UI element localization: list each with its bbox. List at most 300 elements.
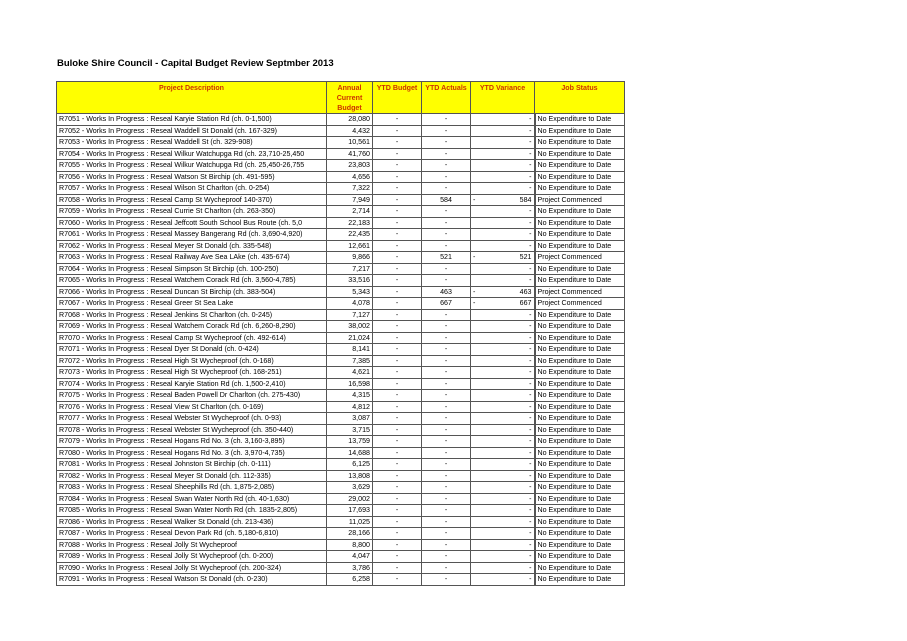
cell-annual-budget: 3,715	[327, 424, 373, 436]
variance-value: -	[529, 241, 532, 250]
cell-job-status: No Expenditure to Date	[535, 505, 625, 517]
cell-annual-budget: 12,661	[327, 240, 373, 252]
page-title: Buloke Shire Council - Capital Budget Review Septmber 2013	[57, 58, 334, 69]
cell-ytd-budget: -	[373, 332, 422, 344]
cell-ytd-variance	[471, 263, 535, 275]
cell-job-status: No Expenditure to Date	[535, 551, 625, 563]
cell-ytd-variance	[471, 148, 535, 160]
cell-job-status: No Expenditure to Date	[535, 367, 625, 379]
cell-ytd-actuals: -	[422, 516, 471, 528]
cell-ytd-variance	[471, 183, 535, 195]
cell-ytd-variance	[471, 482, 535, 494]
cell-ytd-actuals: -	[422, 424, 471, 436]
cell-ytd-budget: -	[373, 240, 422, 252]
cell-ytd-actuals: 584	[422, 194, 471, 206]
cell-job-status: No Expenditure to Date	[535, 275, 625, 287]
cell-ytd-actuals: -	[422, 447, 471, 459]
cell-ytd-variance	[471, 447, 535, 459]
cell-project-description: R7062 - Works In Progress : Reseal Meyer St Donald (ch. 335-548)	[57, 240, 327, 252]
table-row	[57, 125, 625, 137]
cell-annual-budget: 21,024	[327, 332, 373, 344]
cell-project-description: R7066 - Works In Progress : Reseal Duncan St Birchip (ch. 383-504)	[57, 286, 327, 298]
cell-job-status: No Expenditure to Date	[535, 183, 625, 195]
cell-job-status: No Expenditure to Date	[535, 401, 625, 413]
cell-ytd-budget: -	[373, 470, 422, 482]
cell-job-status: Project Commenced	[535, 252, 625, 264]
cell-ytd-variance	[471, 160, 535, 172]
cell-ytd-budget: -	[373, 390, 422, 402]
cell-project-description: R7072 - Works In Progress : Reseal High St Wycheproof (ch. 0-168)	[57, 355, 327, 367]
cell-ytd-actuals: 463	[422, 286, 471, 298]
cell-project-description: R7061 - Works In Progress : Reseal Massey Bangerang Rd (ch. 3,690-4,920)	[57, 229, 327, 241]
variance-value: -	[529, 368, 532, 376]
cell-annual-budget: 38,002	[327, 321, 373, 333]
cell-project-description: R7053 - Works In Progress : Reseal Waddell St (ch. 329-908)	[57, 137, 327, 149]
cell-ytd-actuals: -	[422, 528, 471, 540]
cell-job-status: No Expenditure to Date	[535, 447, 625, 459]
cell-job-status: No Expenditure to Date	[535, 470, 625, 482]
variance-value: -	[529, 310, 532, 319]
cell-ytd-variance	[471, 390, 535, 402]
cell-annual-budget: 4,621	[327, 367, 373, 379]
cell-job-status: No Expenditure to Date	[535, 263, 625, 275]
cell-ytd-actuals: -	[422, 355, 471, 367]
cell-project-description: R7070 - Works In Progress : Reseal Camp St Wycheproof (ch. 492-614)	[57, 332, 327, 344]
variance-value: -	[529, 161, 532, 169]
table-row	[57, 275, 625, 287]
variance-value: -	[529, 506, 532, 514]
variance-negative-sign: -	[473, 299, 476, 307]
variance-value: -	[529, 437, 532, 445]
cell-ytd-actuals: -	[422, 459, 471, 471]
variance-value: -	[529, 149, 532, 158]
cell-job-status: No Expenditure to Date	[535, 355, 625, 367]
cell-project-description: R7073 - Works In Progress : Reseal High St Wycheproof (ch. 168-251)	[57, 367, 327, 379]
variance-value: -	[529, 322, 532, 330]
cell-annual-budget: 4,432	[327, 125, 373, 137]
cell-annual-budget: 23,803	[327, 160, 373, 172]
cell-ytd-actuals: -	[422, 482, 471, 494]
table-row	[57, 436, 625, 448]
cell-ytd-actuals: -	[422, 505, 471, 517]
variance-value: -	[529, 517, 532, 526]
cell-project-description: R7091 - Works In Progress : Reseal Watson St Donald (ch. 0-230)	[57, 574, 327, 586]
cell-ytd-budget: -	[373, 114, 422, 126]
cell-ytd-budget: -	[373, 275, 422, 287]
cell-ytd-variance	[471, 355, 535, 367]
table-row	[57, 332, 625, 344]
cell-annual-budget: 13,808	[327, 470, 373, 482]
cell-annual-budget: 4,656	[327, 171, 373, 183]
variance-value: -	[529, 356, 532, 365]
cell-project-description: R7081 - Works In Progress : Reseal Johnston St Birchip (ch. 0-111)	[57, 459, 327, 471]
header-ytd-budget: YTD Budget	[373, 82, 422, 114]
cell-annual-budget: 4,315	[327, 390, 373, 402]
cell-project-description: R7059 - Works In Progress : Reseal Currie St Charlton (ch. 263-350)	[57, 206, 327, 218]
variance-value: -	[529, 460, 532, 468]
cell-job-status: No Expenditure to Date	[535, 528, 625, 540]
cell-ytd-variance	[471, 505, 535, 517]
cell-ytd-actuals: -	[422, 206, 471, 218]
variance-value: -	[529, 126, 532, 135]
table-row	[57, 114, 625, 126]
cell-project-description: R7056 - Works In Progress : Reseal Watson St Birchip (ch. 491-595)	[57, 171, 327, 183]
cell-ytd-budget: -	[373, 171, 422, 183]
cell-ytd-budget: -	[373, 413, 422, 425]
cell-job-status: No Expenditure to Date	[535, 160, 625, 172]
cell-project-description: R7057 - Works In Progress : Reseal Wilson St Charlton (ch. 0-254)	[57, 183, 327, 195]
cell-ytd-actuals: -	[422, 263, 471, 275]
variance-value: -	[529, 402, 532, 411]
cell-annual-budget: 33,516	[327, 275, 373, 287]
cell-ytd-variance	[471, 539, 535, 551]
cell-project-description: R7086 - Works In Progress : Reseal Walker St Donald (ch. 213-436)	[57, 516, 327, 528]
variance-value: -	[529, 276, 532, 284]
cell-ytd-variance	[471, 574, 535, 586]
cell-project-description: R7071 - Works In Progress : Reseal Dyer St Donald (ch. 0-424)	[57, 344, 327, 356]
table-row	[57, 160, 625, 172]
cell-ytd-budget: -	[373, 493, 422, 505]
variance-negative-sign: -	[473, 287, 476, 296]
cell-ytd-actuals: -	[422, 114, 471, 126]
variance-value: -	[529, 264, 532, 273]
cell-ytd-budget: -	[373, 298, 422, 310]
cell-ytd-actuals: -	[422, 275, 471, 287]
cell-ytd-budget: -	[373, 459, 422, 471]
cell-ytd-variance	[471, 217, 535, 229]
cell-job-status: No Expenditure to Date	[535, 562, 625, 574]
cell-project-description: R7064 - Works In Progress : Reseal Simpson St Birchip (ch. 100-250)	[57, 263, 327, 275]
variance-value: -	[529, 115, 532, 123]
cell-annual-budget: 7,949	[327, 194, 373, 206]
variance-value: -	[529, 207, 532, 215]
cell-ytd-budget: -	[373, 562, 422, 574]
cell-ytd-budget: -	[373, 229, 422, 241]
header-project-description: Project Description	[57, 82, 327, 114]
cell-annual-budget: 14,688	[327, 447, 373, 459]
table-row	[57, 148, 625, 160]
cell-ytd-budget: -	[373, 252, 422, 264]
variance-value: -	[529, 218, 532, 227]
cell-ytd-variance	[471, 528, 535, 540]
cell-job-status: Project Commenced	[535, 194, 625, 206]
cell-ytd-actuals: -	[422, 551, 471, 563]
cell-annual-budget: 10,561	[327, 137, 373, 149]
table-row	[57, 355, 625, 367]
variance-value: -	[529, 172, 532, 181]
cell-ytd-budget: -	[373, 125, 422, 137]
cell-project-description: R7087 - Works In Progress : Reseal Devon Park Rd (ch. 5,180-6,810)	[57, 528, 327, 540]
table-row	[57, 516, 625, 528]
cell-ytd-variance	[471, 298, 535, 310]
cell-ytd-variance	[471, 516, 535, 528]
cell-ytd-variance	[471, 240, 535, 252]
cell-ytd-variance	[471, 125, 535, 137]
cell-ytd-variance	[471, 401, 535, 413]
cell-ytd-variance	[471, 493, 535, 505]
table-row	[57, 171, 625, 183]
table-row	[57, 309, 625, 321]
cell-ytd-budget: -	[373, 355, 422, 367]
table-row	[57, 528, 625, 540]
table-row	[57, 505, 625, 517]
cell-ytd-variance	[471, 424, 535, 436]
cell-project-description: R7065 - Works In Progress : Reseal Watchem Corack Rd (ch. 3,560-4,785)	[57, 275, 327, 287]
cell-ytd-variance	[471, 252, 535, 264]
variance-value: -	[529, 138, 532, 146]
table-header-row	[57, 82, 625, 114]
cell-ytd-budget: -	[373, 505, 422, 517]
cell-ytd-budget: -	[373, 344, 422, 356]
header-job-status: Job Status	[535, 82, 625, 114]
table-row	[57, 401, 625, 413]
cell-ytd-variance	[471, 309, 535, 321]
cell-job-status: No Expenditure to Date	[535, 332, 625, 344]
cell-annual-budget: 22,183	[327, 217, 373, 229]
cell-ytd-variance	[471, 378, 535, 390]
cell-annual-budget: 8,800	[327, 539, 373, 551]
table-row	[57, 551, 625, 563]
cell-ytd-budget: -	[373, 424, 422, 436]
cell-annual-budget: 5,343	[327, 286, 373, 298]
cell-job-status: No Expenditure to Date	[535, 413, 625, 425]
cell-annual-budget: 3,786	[327, 562, 373, 574]
variance-value: -	[529, 379, 532, 388]
table-row	[57, 459, 625, 471]
cell-ytd-actuals: -	[422, 137, 471, 149]
cell-project-description: R7074 - Works In Progress : Reseal Karyie Station Rd (ch. 1,500-2,410)	[57, 378, 327, 390]
table-row	[57, 447, 625, 459]
table-row	[57, 206, 625, 218]
cell-ytd-actuals: -	[422, 470, 471, 482]
variance-value: -	[529, 345, 532, 353]
cell-job-status: No Expenditure to Date	[535, 574, 625, 586]
cell-project-description: R7075 - Works In Progress : Reseal Baden Powell Dr Charlton (ch. 275-430)	[57, 390, 327, 402]
variance-value: -	[529, 448, 532, 457]
cell-ytd-variance	[471, 459, 535, 471]
cell-annual-budget: 7,217	[327, 263, 373, 275]
variance-value: -	[529, 563, 532, 572]
cell-project-description: R7079 - Works In Progress : Reseal Hogans Rd No. 3 (ch. 3,160-3,895)	[57, 436, 327, 448]
cell-ytd-budget: -	[373, 206, 422, 218]
header-ytd-actuals: YTD Actuals	[422, 82, 471, 114]
variance-value: 521	[519, 253, 532, 261]
table-row	[57, 240, 625, 252]
cell-ytd-actuals: -	[422, 240, 471, 252]
cell-ytd-budget: -	[373, 447, 422, 459]
variance-value: -	[529, 414, 532, 422]
cell-ytd-variance	[471, 551, 535, 563]
cell-annual-budget: 2,714	[327, 206, 373, 218]
cell-ytd-variance	[471, 229, 535, 241]
cell-annual-budget: 4,047	[327, 551, 373, 563]
cell-ytd-variance	[471, 321, 535, 333]
cell-ytd-budget: -	[373, 160, 422, 172]
variance-value: 463	[519, 287, 532, 296]
cell-project-description: R7082 - Works In Progress : Reseal Meyer St Donald (ch. 112-335)	[57, 470, 327, 482]
cell-ytd-variance	[471, 413, 535, 425]
cell-ytd-actuals: -	[422, 309, 471, 321]
cell-project-description: R7080 - Works In Progress : Reseal Hogans Rd No. 3 (ch. 3,970-4,735)	[57, 447, 327, 459]
cell-job-status: No Expenditure to Date	[535, 114, 625, 126]
cell-ytd-variance	[471, 194, 535, 206]
cell-ytd-actuals: -	[422, 539, 471, 551]
cell-ytd-actuals: -	[422, 217, 471, 229]
cell-ytd-actuals: -	[422, 390, 471, 402]
cell-job-status: No Expenditure to Date	[535, 539, 625, 551]
cell-job-status: No Expenditure to Date	[535, 390, 625, 402]
cell-ytd-budget: -	[373, 321, 422, 333]
cell-ytd-actuals: -	[422, 378, 471, 390]
cell-project-description: R7068 - Works In Progress : Reseal Jenkins St Charlton (ch. 0-245)	[57, 309, 327, 321]
cell-ytd-variance	[471, 286, 535, 298]
cell-project-description: R7078 - Works In Progress : Reseal Webster St Wycheproof (ch. 350-440)	[57, 424, 327, 436]
variance-value: -	[529, 230, 532, 238]
cell-job-status: No Expenditure to Date	[535, 459, 625, 471]
cell-annual-budget: 28,166	[327, 528, 373, 540]
cell-ytd-variance	[471, 344, 535, 356]
variance-value: -	[529, 540, 532, 549]
cell-ytd-actuals: -	[422, 171, 471, 183]
table-row	[57, 493, 625, 505]
table-row	[57, 263, 625, 275]
variance-value: -	[529, 494, 532, 503]
cell-annual-budget: 13,759	[327, 436, 373, 448]
table-row	[57, 298, 625, 310]
cell-ytd-variance	[471, 562, 535, 574]
cell-ytd-actuals: -	[422, 125, 471, 137]
cell-annual-budget: 11,025	[327, 516, 373, 528]
table-row	[57, 367, 625, 379]
cell-job-status: No Expenditure to Date	[535, 436, 625, 448]
cell-ytd-actuals: -	[422, 493, 471, 505]
cell-project-description: R7076 - Works In Progress : Reseal View St Charlton (ch. 0-169)	[57, 401, 327, 413]
cell-job-status: No Expenditure to Date	[535, 240, 625, 252]
cell-project-description: R7067 - Works In Progress : Reseal Greer St Sea Lake	[57, 298, 327, 310]
cell-annual-budget: 3,629	[327, 482, 373, 494]
cell-job-status: No Expenditure to Date	[535, 321, 625, 333]
cell-project-description: R7051 - Works In Progress : Reseal Karyie Station Rd (ch. 0-1,500)	[57, 114, 327, 126]
cell-ytd-actuals: -	[422, 436, 471, 448]
cell-job-status: No Expenditure to Date	[535, 516, 625, 528]
cell-ytd-budget: -	[373, 551, 422, 563]
cell-project-description: R7083 - Works In Progress : Reseal Sheephills Rd (ch. 1,875-2,085)	[57, 482, 327, 494]
variance-value: -	[529, 391, 532, 399]
cell-ytd-budget: -	[373, 309, 422, 321]
cell-annual-budget: 6,125	[327, 459, 373, 471]
cell-job-status: No Expenditure to Date	[535, 378, 625, 390]
cell-job-status: No Expenditure to Date	[535, 125, 625, 137]
variance-value: -	[529, 333, 532, 342]
cell-ytd-actuals: -	[422, 160, 471, 172]
cell-project-description: R7090 - Works In Progress : Reseal Jolly St Wycheproof (ch. 200-324)	[57, 562, 327, 574]
cell-ytd-variance	[471, 332, 535, 344]
table-row	[57, 194, 625, 206]
variance-value: -	[529, 483, 532, 491]
cell-ytd-budget: -	[373, 539, 422, 551]
cell-job-status: No Expenditure to Date	[535, 206, 625, 218]
cell-annual-budget: 7,127	[327, 309, 373, 321]
variance-negative-sign: -	[473, 195, 476, 204]
cell-ytd-variance	[471, 367, 535, 379]
variance-value: -	[529, 184, 532, 192]
cell-ytd-variance	[471, 470, 535, 482]
cell-annual-budget: 22,435	[327, 229, 373, 241]
table-row	[57, 539, 625, 551]
cell-project-description: R7054 - Works In Progress : Reseal Wilkur Watchupga Rd (ch. 23,710-25,450	[57, 148, 327, 160]
header-ytd-variance: YTD Variance	[471, 82, 535, 114]
cell-project-description: R7063 - Works In Progress : Reseal Railway Ave Sea LAke (ch. 435-674)	[57, 252, 327, 264]
cell-annual-budget: 16,598	[327, 378, 373, 390]
cell-project-description: R7052 - Works In Progress : Reseal Waddell St Donald (ch. 167-329)	[57, 125, 327, 137]
variance-value: -	[529, 471, 532, 480]
variance-value: 667	[519, 299, 532, 307]
cell-ytd-budget: -	[373, 217, 422, 229]
cell-job-status: No Expenditure to Date	[535, 424, 625, 436]
cell-annual-budget: 7,385	[327, 355, 373, 367]
cell-ytd-variance	[471, 114, 535, 126]
capital-budget-table	[56, 81, 625, 586]
cell-ytd-actuals: -	[422, 413, 471, 425]
cell-annual-budget: 4,812	[327, 401, 373, 413]
cell-ytd-variance	[471, 137, 535, 149]
cell-ytd-actuals: -	[422, 321, 471, 333]
cell-job-status: No Expenditure to Date	[535, 482, 625, 494]
table-row	[57, 574, 625, 586]
cell-project-description: R7085 - Works In Progress : Reseal Swan Water North Rd (ch. 1835-2,805)	[57, 505, 327, 517]
variance-value: -	[529, 529, 532, 537]
cell-project-description: R7060 - Works In Progress : Reseal Jeffcott South School Bus Route (ch. 5,0	[57, 217, 327, 229]
table-row	[57, 217, 625, 229]
cell-ytd-actuals: -	[422, 401, 471, 413]
cell-ytd-budget: -	[373, 482, 422, 494]
cell-ytd-budget: -	[373, 574, 422, 586]
cell-ytd-variance	[471, 206, 535, 218]
cell-ytd-budget: -	[373, 137, 422, 149]
cell-annual-budget: 7,322	[327, 183, 373, 195]
cell-job-status: Project Commenced	[535, 298, 625, 310]
cell-ytd-budget: -	[373, 436, 422, 448]
variance-value: -	[529, 425, 532, 434]
cell-ytd-budget: -	[373, 528, 422, 540]
table-row	[57, 562, 625, 574]
cell-annual-budget: 28,080	[327, 114, 373, 126]
cell-ytd-budget: -	[373, 183, 422, 195]
table-row	[57, 470, 625, 482]
table-row	[57, 424, 625, 436]
table-row	[57, 183, 625, 195]
cell-annual-budget: 4,078	[327, 298, 373, 310]
cell-job-status: No Expenditure to Date	[535, 171, 625, 183]
cell-ytd-actuals: -	[422, 574, 471, 586]
cell-job-status: No Expenditure to Date	[535, 344, 625, 356]
cell-project-description: R7077 - Works In Progress : Reseal Webster St Wycheproof (ch. 0-93)	[57, 413, 327, 425]
cell-ytd-actuals: -	[422, 562, 471, 574]
cell-ytd-budget: -	[373, 194, 422, 206]
variance-value: -	[529, 575, 532, 583]
cell-ytd-variance	[471, 275, 535, 287]
variance-negative-sign: -	[473, 253, 476, 261]
cell-project-description: R7088 - Works In Progress : Reseal Jolly St Wycheproof	[57, 539, 327, 551]
cell-ytd-budget: -	[373, 286, 422, 298]
table-row	[57, 482, 625, 494]
cell-ytd-actuals: -	[422, 148, 471, 160]
cell-ytd-actuals: -	[422, 344, 471, 356]
cell-annual-budget: 8,141	[327, 344, 373, 356]
cell-annual-budget: 3,087	[327, 413, 373, 425]
cell-project-description: R7069 - Works In Progress : Reseal Watchem Corack Rd (ch. 6,260-8,290)	[57, 321, 327, 333]
header-annual-current-budget: Annual Current Budget	[327, 82, 373, 114]
